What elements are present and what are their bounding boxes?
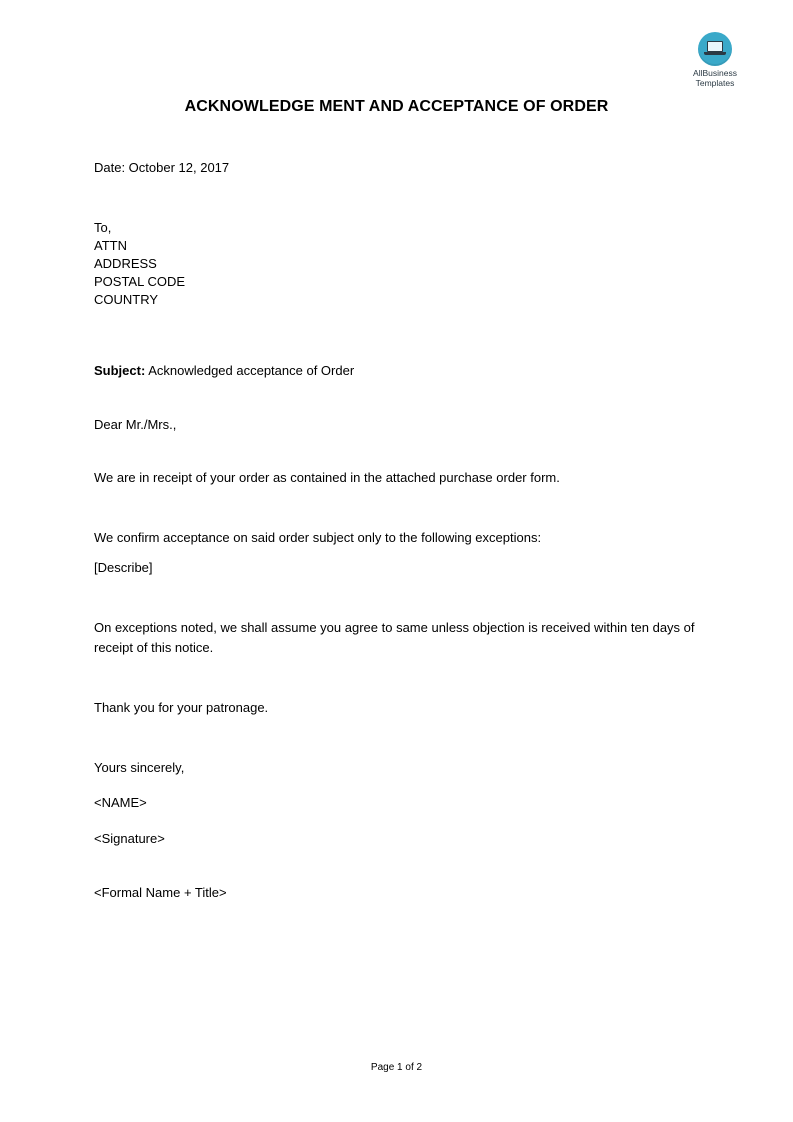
address-postal: POSTAL CODE (94, 274, 186, 289)
closing-signature: <Signature> (94, 831, 165, 846)
address-to: To, (94, 220, 112, 235)
body-paragraph-1: We are in receipt of your order as contained in the attached purchase order form. (94, 470, 560, 485)
closing-formal-name: <Formal Name + Title> (94, 885, 227, 900)
subject-line (94, 362, 354, 380)
body-paragraph-4: Thank you for your patronage. (94, 700, 269, 715)
allbusiness-logo (684, 32, 746, 88)
closing-sincerely: Yours sincerely, (94, 760, 185, 775)
subject-label: Subject: (94, 363, 146, 378)
logo-text (684, 68, 746, 88)
body-paragraph-3: On exceptions noted, we shall assume you agree to same unless objection is received within ten days of receipt of this notice. (94, 620, 695, 655)
logo-line-2: Templates (695, 78, 735, 88)
salutation: Dear Mr./Mrs., (94, 417, 177, 432)
logo-line-1: AllBusiness (693, 68, 737, 78)
body-paragraph-2: We confirm acceptance on said order subject only to the following exceptions: (94, 530, 542, 545)
subject-text: Acknowledged acceptance of Order (148, 363, 355, 378)
describe-placeholder: [Describe] (94, 560, 153, 575)
document-title: ACKNOWLEDGE MENT AND ACCEPTANCE OF ORDER (184, 98, 609, 115)
address-line: ADDRESS (94, 256, 157, 271)
closing-name: <NAME> (94, 795, 147, 810)
letter-date: Date: October 12, 2017 (94, 160, 230, 175)
page-number: Page 1 of 2 (370, 1062, 423, 1073)
laptop-icon (698, 32, 732, 66)
address-attn: ATTN (94, 238, 127, 253)
address-country: COUNTRY (94, 292, 159, 307)
